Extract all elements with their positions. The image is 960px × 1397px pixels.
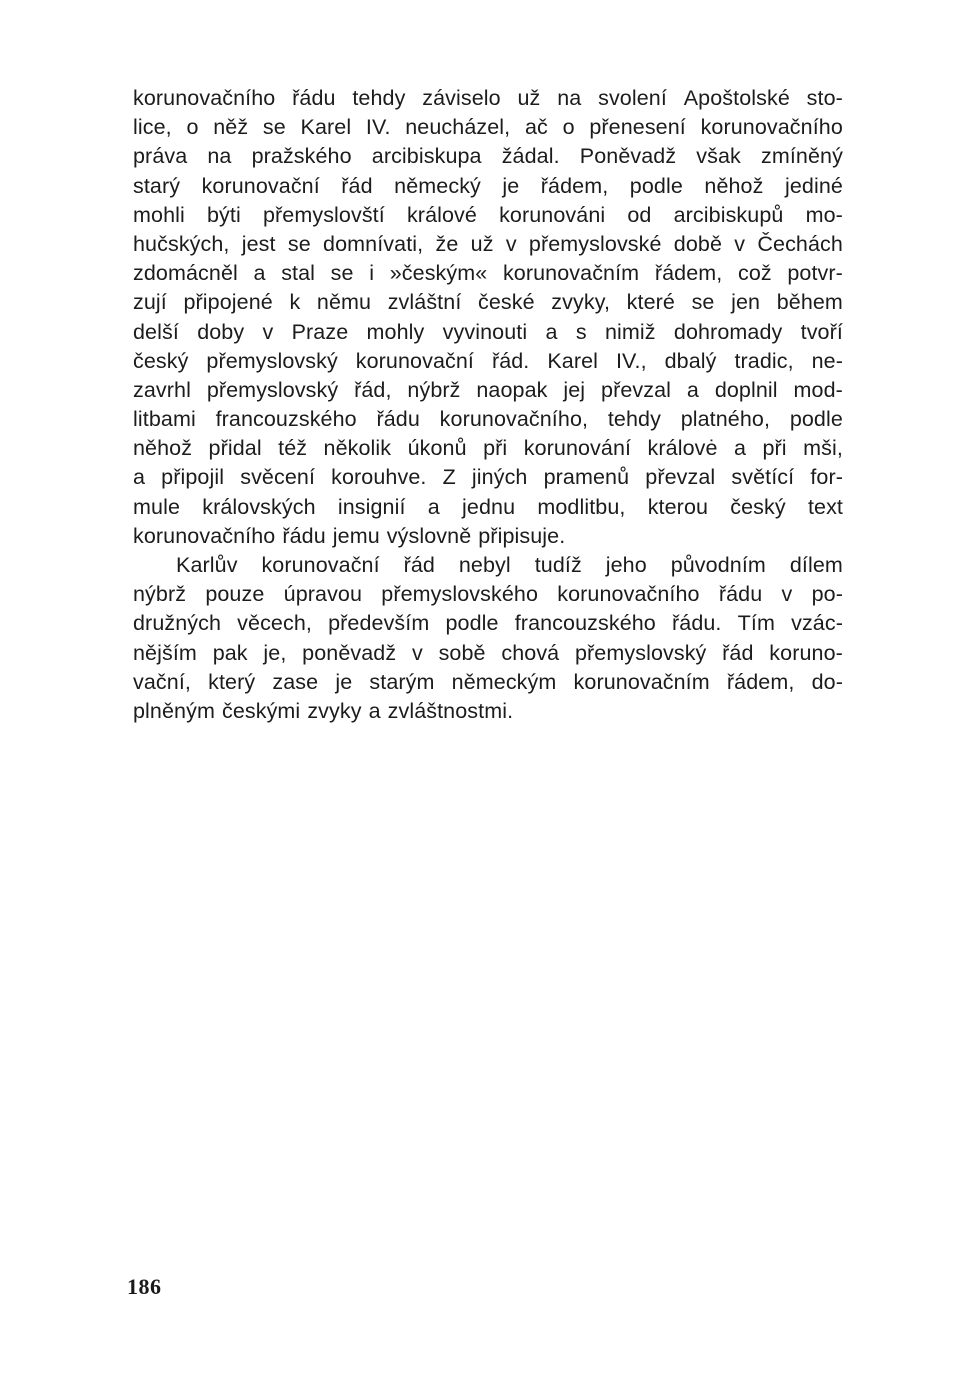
paragraph-2 <box>133 551 843 726</box>
text-line: hučských, jest se domnívati, že už v přemyslovské době v Čechách <box>133 231 843 256</box>
text-line: delší doby v Praze mohly vyvinouti a s nimiž dohromady tvoří <box>133 319 843 344</box>
text-line: lice, o něž se Karel IV. neucházel, ač o přenesení korunovačního <box>133 115 843 140</box>
text-line: korunovačního řádu jemu výslovně připisuje. <box>133 523 566 548</box>
text-line: český přemyslovský korunovační řád. Karel IV., dbalý tradic, ne- <box>133 348 843 373</box>
text-line: vační, který zase je starým německým korunovačním řádem, do- <box>133 669 843 694</box>
text-line: zují připojené k němu zvláštní české zvyky, které se jen během <box>133 290 843 315</box>
text-line: družných věcech, především podle francouzského řádu. Tím vzác- <box>133 611 843 636</box>
text-line: starý korunovační řád německý je řádem, podle něhož jediné <box>133 173 843 198</box>
text-line: korunovačního řádu tehdy záviselo už na svolení Apoštolské sto- <box>133 86 843 110</box>
text-line: zdomácněl a stal se i »českým« korunovačním řádem, což potvr- <box>133 261 843 286</box>
text-line: plněným českými zvyky a zvláštnostmi. <box>133 698 514 723</box>
paragraph-1 <box>133 84 843 551</box>
text-line: nýbrž pouze úpravou přemyslovského korunovačního řádu v po- <box>133 582 843 607</box>
text-line: práva na pražského arcibiskupa žádal. Poněvadž však zmíněný <box>133 144 843 169</box>
body-text <box>133 84 843 726</box>
text-line: něhož přidal též několik úkonů při korunování královė a při mši, <box>133 436 843 461</box>
text-line: litbami francouzského řádu korunovačního, tehdy platného, podle <box>133 407 843 432</box>
text-line: a připojil svěcení korouhve. Z jiných pramenů převzal světící for- <box>133 465 843 490</box>
text-line: mule královských insignií a jednu modlitbu, kterou český text <box>133 494 843 519</box>
text-line: Karlův korunovační řád nebyl tudíž jeho původním dílem <box>176 553 843 577</box>
text-line: nějším pak je, poněvadž v sobě chová přemyslovský řád koruno- <box>133 640 843 665</box>
page-number: 186 <box>127 1274 162 1299</box>
text-line: mohli býti přemyslovští králové korunováni od arcibiskupů mo- <box>133 202 843 227</box>
text-line: zavrhl přemyslovský řád, nýbrž naopak jej převzal a doplnil mod- <box>133 377 843 402</box>
